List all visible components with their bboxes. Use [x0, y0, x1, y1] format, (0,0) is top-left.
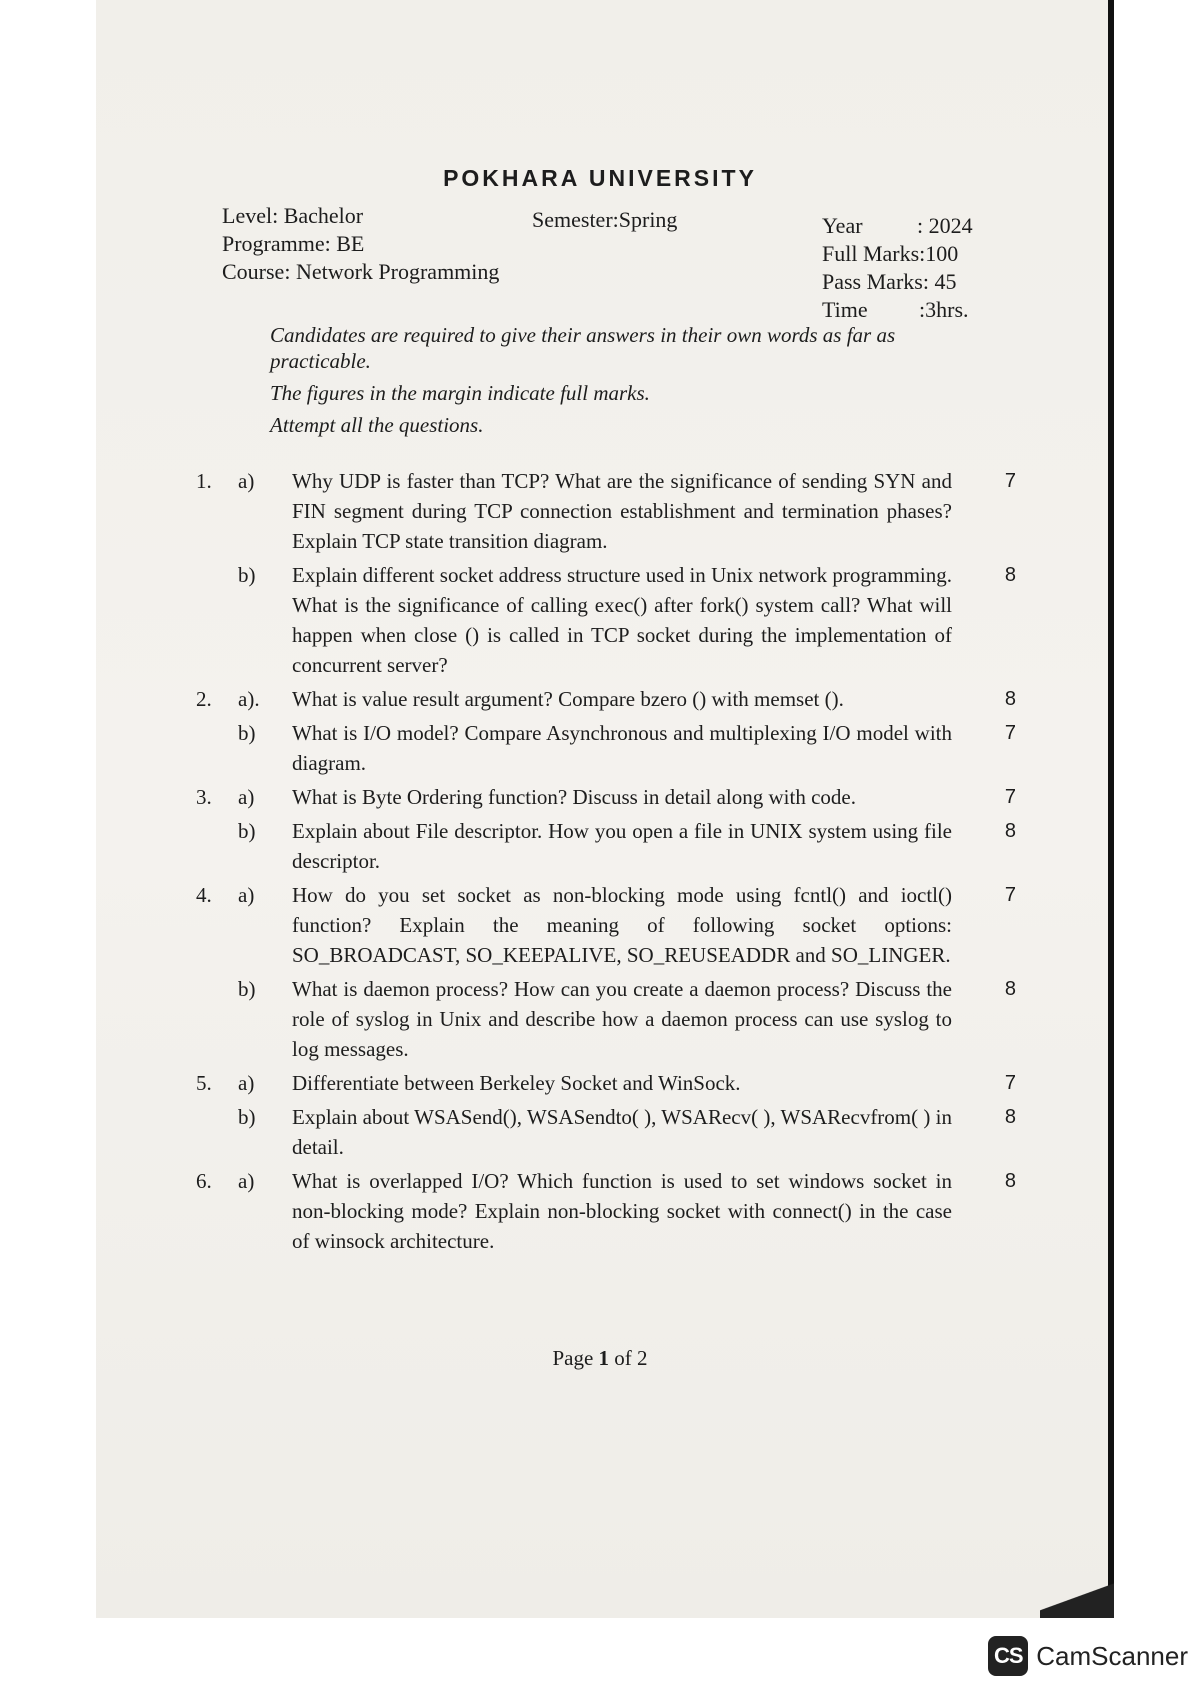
part-label: b): [238, 977, 256, 1001]
camscanner-logo-icon: CS: [988, 1636, 1028, 1676]
semester-text: Semester:Spring: [532, 207, 678, 232]
question-number-blank: [196, 974, 238, 1064]
question-text: How do you set socket as non-blocking mode using fcntl() and ioctl() function? Explain the meaning of following socket options: SO_BROADCAST, SO_KEEPALIVE, SO_REUSEADDR and SO_LINGER.: [292, 883, 952, 967]
part-label: b): [238, 1105, 256, 1129]
marks-value: 8: [1004, 688, 1016, 710]
page-current: 1: [598, 1346, 610, 1370]
marks-value: 8: [1004, 1106, 1016, 1128]
question-number: 4.: [196, 883, 212, 907]
instruction-line: Attempt all the questions.: [270, 413, 484, 437]
question-number: 1.: [196, 469, 212, 493]
question-number-blank: [196, 560, 238, 680]
question-text: Differentiate between Berkeley Socket and WinSock.: [292, 1071, 741, 1095]
question-3a: [196, 782, 1016, 812]
time-label: Time: [822, 297, 868, 322]
question-number: 3.: [196, 785, 212, 809]
marks-value: 7: [1004, 884, 1016, 906]
marks-value: 8: [1004, 1170, 1016, 1192]
question-5b: [196, 1102, 1016, 1162]
year-label: Year: [822, 213, 863, 238]
time-row: [822, 296, 973, 324]
instruction-line: Candidates are required to give their answers in their own words as far as practicable.: [270, 323, 896, 373]
pass-marks-text: Pass Marks: 45: [822, 269, 957, 294]
question-number: 2.: [196, 687, 212, 711]
question-4a: [196, 880, 1016, 970]
question-3b: [196, 816, 1016, 876]
page-prefix: Page: [552, 1346, 594, 1370]
question-2a: [196, 684, 1016, 714]
course-text: Course: Network Programming: [222, 259, 500, 284]
exam-meta-left: [222, 202, 499, 286]
part-label: a): [238, 785, 255, 809]
part-label: b): [238, 563, 256, 587]
marks-value: 8: [1004, 978, 1016, 1000]
question-text: What is Byte Ordering function? Discuss in detail along with code.: [292, 785, 856, 809]
question-number: 6.: [196, 1169, 212, 1193]
question-number-blank: [196, 816, 238, 876]
programme-text: Programme: BE: [222, 231, 365, 256]
question-text: What is overlapped I/O? Which function is used to set windows socket in non-blocking mode? Explain non-blocking socket with connect() in the case of winsock architecture.: [292, 1169, 952, 1253]
question-number-blank: [196, 1102, 238, 1162]
part-label: a): [238, 883, 255, 907]
time-value: :3hrs.: [919, 297, 969, 322]
page-number: [0, 1346, 1200, 1371]
exam-meta-right: [822, 212, 973, 324]
question-text: Explain about File descriptor. How you open a file in UNIX system using file descriptor.: [292, 819, 952, 873]
question-6a: [196, 1166, 1016, 1256]
part-label: b): [238, 721, 256, 745]
part-label: a): [238, 469, 255, 493]
marks-value: 8: [1004, 820, 1016, 842]
question-2b: [196, 718, 1016, 778]
question-text: Why UDP is faster than TCP? What are the significance of sending SYN and FIN segment during TCP connection establishment and termination phases? Explain TCP state transition diagram.: [292, 469, 952, 553]
camscanner-watermark: [988, 1636, 1188, 1676]
part-label: a): [238, 1169, 255, 1193]
camscanner-name: CamScanner: [1036, 1640, 1188, 1671]
questions-list: [196, 466, 1016, 1260]
question-text: What is daemon process? How can you create a daemon process? Discuss the role of syslog in Unix and describe how a daemon process can use syslog to log messages.: [292, 977, 952, 1061]
question-1b: [196, 560, 1016, 680]
university-title: POKHARA UNIVERSITY: [443, 165, 757, 191]
exam-meta-middle: [532, 206, 677, 234]
question-number-blank: [196, 718, 238, 778]
marks-value: 7: [1004, 722, 1016, 744]
question-4b: [196, 974, 1016, 1064]
marks-value: 7: [1004, 786, 1016, 808]
marks-value: 8: [1004, 564, 1016, 586]
marks-value: 7: [1004, 470, 1016, 492]
part-label: b): [238, 819, 256, 843]
instructions-block: [270, 322, 960, 444]
full-marks-text: Full Marks:100: [822, 241, 959, 266]
question-text: Explain about WSASend(), WSASendto( ), WSARecv( ), WSARecvfrom( ) in detail.: [292, 1105, 952, 1159]
level-text: Level: Bachelor: [222, 203, 364, 228]
part-label: a): [238, 1071, 255, 1095]
question-5a: [196, 1068, 1016, 1098]
page-suffix: of 2: [614, 1346, 648, 1370]
year-value: : 2024: [917, 213, 973, 238]
marks-value: 7: [1004, 1072, 1016, 1094]
year-row: [822, 212, 973, 240]
question-1a: [196, 466, 1016, 556]
question-text: Explain different socket address structure used in Unix network programming. What is the significance of calling exec() after fork() system call? What will happen when close () is called in TCP socket during the implementation of concurrent server?: [292, 563, 952, 677]
instruction-line: The figures in the margin indicate full marks.: [270, 381, 650, 405]
question-text: What is I/O model? Compare Asynchronous and multiplexing I/O model with diagram.: [292, 721, 952, 775]
question-text: What is value result argument? Compare bzero () with memset ().: [292, 687, 844, 711]
question-number: 5.: [196, 1071, 212, 1095]
part-label: a).: [238, 687, 260, 711]
